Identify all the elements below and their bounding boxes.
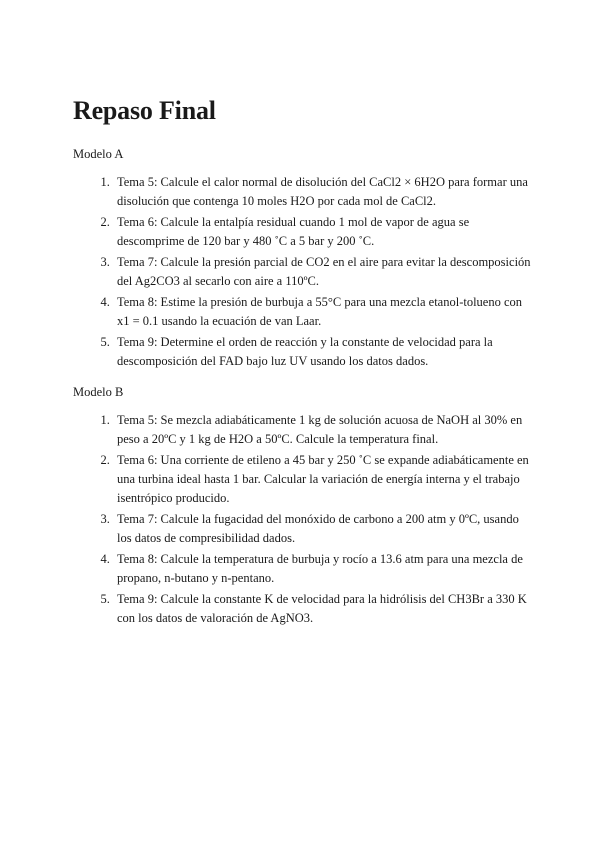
list-item: 5. Tema 9: Determine el orden de reacción y la constante de velocidad para la descomposición del FAD bajo luz UV usando los datos dados. — [113, 333, 533, 371]
page-title: Repaso Final — [73, 96, 216, 125]
list-item: 2. Tema 6: Una corriente de etileno a 45 bar y 250 ˚C se expande adiabáticamente en una turbina ideal hasta 1 bar. Calcular la variación de energía interna y el trabajo isentrópico producido. — [113, 451, 533, 508]
list-item: 5. Tema 9: Calcule la constante K de velocidad para la hidrólisis del CH3Br a 330 K con los datos de valoración de AgNO3. — [113, 590, 533, 628]
list-item: 3. Tema 7: Calcule la fugacidad del monóxido de carbono a 200 atm y 0ºC, usando los datos de compresibilidad dados. — [113, 510, 533, 548]
section-label-modelo-b: Modelo B — [73, 385, 124, 399]
document-page — [73, 93, 533, 630]
question-list-modelo-a — [73, 173, 533, 371]
question-list-modelo-b — [73, 411, 533, 628]
list-item: 2. Tema 6: Calcule la entalpía residual cuando 1 mol de vapor de agua se descomprime de 120 bar y 480 ˚C a 5 bar y 200 ˚C. — [113, 213, 533, 251]
list-item: 1. Tema 5: Calcule el calor normal de disolución del CaCl2 × 6H2O para formar una disolución que contenga 10 moles H2O por cada mol de CaCl2. — [113, 173, 533, 211]
section-label-modelo-a: Modelo A — [73, 147, 124, 161]
list-item: 1. Tema 5: Se mezcla adiabáticamente 1 kg de solución acuosa de NaOH al 30% en peso a 20ºC y 1 kg de H2O a 50ºC. Calcule la temperatura final. — [113, 411, 533, 449]
list-item: 4. Tema 8: Calcule la temperatura de burbuja y rocío a 13.6 atm para una mezcla de propano, n-butano y n-pentano. — [113, 550, 533, 588]
list-item: 3. Tema 7: Calcule la presión parcial de CO2 en el aire para evitar la descomposición del Ag2CO3 al secarlo con aire a 110ºC. — [113, 253, 533, 291]
list-item: 4. Tema 8: Estime la presión de burbuja a 55°C para una mezcla etanol-tolueno con x1 = 0.1 usando la ecuación de van Laar. — [113, 293, 533, 331]
